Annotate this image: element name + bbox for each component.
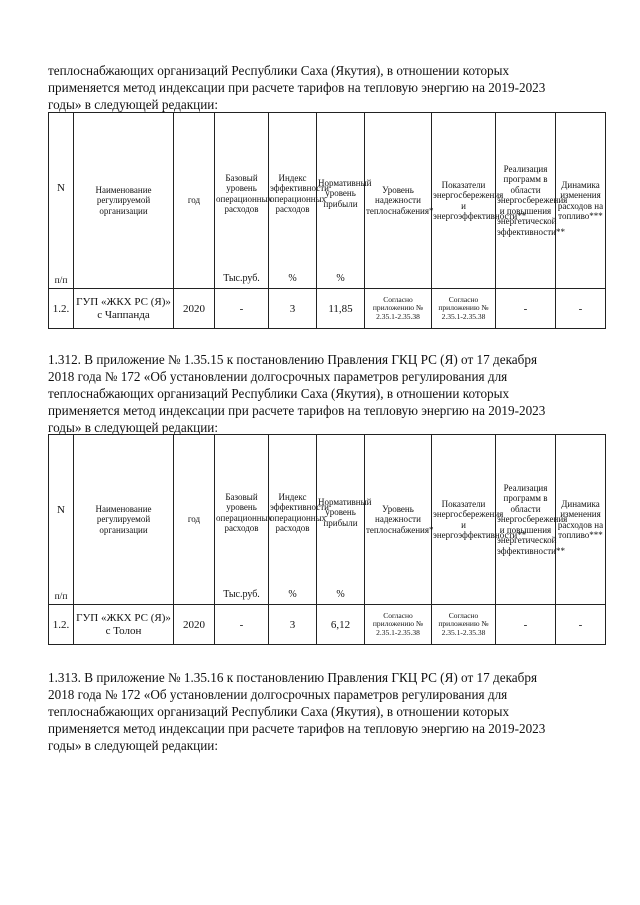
header-cell-energy-saving: Показатели энергосбережения и энергоэффективности** [432,435,496,605]
header-cell-programs: Реализация программ в области энергосбережения и повышения энергетической эффективности** [496,113,556,289]
text-line: применяется метод индексации при расчете тарифов на тепловую энергию на 2019-2023 [48,403,546,418]
header-cell-profit-level: Нормативный уровень прибыли % [317,113,365,289]
header-cell-energy-saving: Показатели энергосбережения и энергоэффективности** [432,113,496,289]
text-line: применяется метод индексации при расчете тарифов на тепловую энергию на 2019-2023 [48,721,546,736]
text-line: применяется метод индексации при расчете тарифов на тепловую энергию на 2019-2023 [48,80,546,95]
text-line: теплоснабжающих организаций Республики Саха (Якутия), в отношении которых [48,386,510,401]
text-line: годы» в следующей редакции: [48,420,218,435]
header-cell-organization: Наименование регулируемой организации [74,435,174,605]
header-cell-fuel-dynamics: Динамика изменения расходов на топливо*** [556,435,606,605]
header-cell-reliability: Уровень надежности теплоснабжения* [365,435,432,605]
header-cell-reliability: Уровень надежности теплоснабжения* [365,113,432,289]
cell-profit-level: 11,85 [317,289,365,329]
cell-efficiency-index: 3 [269,605,317,645]
cell-number: 1.2. [49,605,74,645]
tariff-table-2 [48,434,606,645]
text-line: годы» в следующей редакции: [48,97,218,112]
table-header-row [49,435,606,605]
cell-reliability: Согласно приложению № 2.35.1-2.35.38 [365,289,432,329]
cell-fuel-dynamics: - [556,289,606,329]
header-cell-year: год [174,435,215,605]
cell-reliability: Согласно приложению № 2.35.1-2.35.38 [365,605,432,645]
cell-number: 1.2. [49,289,74,329]
cell-year: 2020 [174,605,215,645]
header-cell-fuel-dynamics: Динамика изменения расходов на топливо*** [556,113,606,289]
paragraph-1-312 [48,351,606,436]
cell-programs: - [496,289,556,329]
cell-year: 2020 [174,289,215,329]
table-row [49,605,606,645]
header-cell-programs: Реализация программ в области энергосбережения и повышения энергетической эффективности** [496,435,556,605]
cell-base-costs: - [215,605,269,645]
cell-organization: ГУП «ЖКХ РС (Я)» с Чаппанда [74,289,174,329]
cell-fuel-dynamics: - [556,605,606,645]
header-cell-base-costs: Базовый уровень операционных расходов Тыс.руб. [215,113,269,289]
header-cell-base-costs: Базовый уровень операционных расходов Тыс.руб. [215,435,269,605]
table-row [49,289,606,329]
cell-programs: - [496,605,556,645]
header-cell-efficiency-index: Индекс эффективности операционных расходов % [269,435,317,605]
text-line: 1.312. В приложение № 1.35.15 к постановлению Правления ГКЦ РС (Я) от 17 декабря [48,352,538,367]
header-cell-number: N п/п [49,113,74,289]
text-line: 1.313. В приложение № 1.35.16 к постановлению Правления ГКЦ РС (Я) от 17 декабря [48,670,538,685]
paragraph-1-313 [48,669,606,754]
text-line: 2018 года № 172 «Об установлении долгосрочных параметров регулирования для [48,369,508,384]
header-cell-organization: Наименование регулируемой организации [74,113,174,289]
cell-energy-saving: Согласно приложению № 2.35.1-2.35.38 [432,289,496,329]
header-cell-number: N п/п [49,435,74,605]
cell-energy-saving: Согласно приложению № 2.35.1-2.35.38 [432,605,496,645]
cell-base-costs: - [215,289,269,329]
text-line: 2018 года № 172 «Об установлении долгосрочных параметров регулирования для [48,687,508,702]
text-line: теплоснабжающих организаций Республики Саха (Якутия), в отношении которых [48,704,510,719]
table-header-row [49,113,606,289]
cell-profit-level: 6,12 [317,605,365,645]
text-line: теплоснабжающих организаций Республики Саха (Якутия), в отношении которых [48,63,510,78]
header-cell-efficiency-index: Индекс эффективности операционных расходов % [269,113,317,289]
cell-organization: ГУП «ЖКХ РС (Я)» с Толон [74,605,174,645]
tariff-table-1 [48,112,606,329]
header-cell-year: год [174,113,215,289]
intro-paragraph [48,62,606,113]
header-cell-profit-level: Нормативный уровень прибыли % [317,435,365,605]
cell-efficiency-index: 3 [269,289,317,329]
text-line: годы» в следующей редакции: [48,738,218,753]
